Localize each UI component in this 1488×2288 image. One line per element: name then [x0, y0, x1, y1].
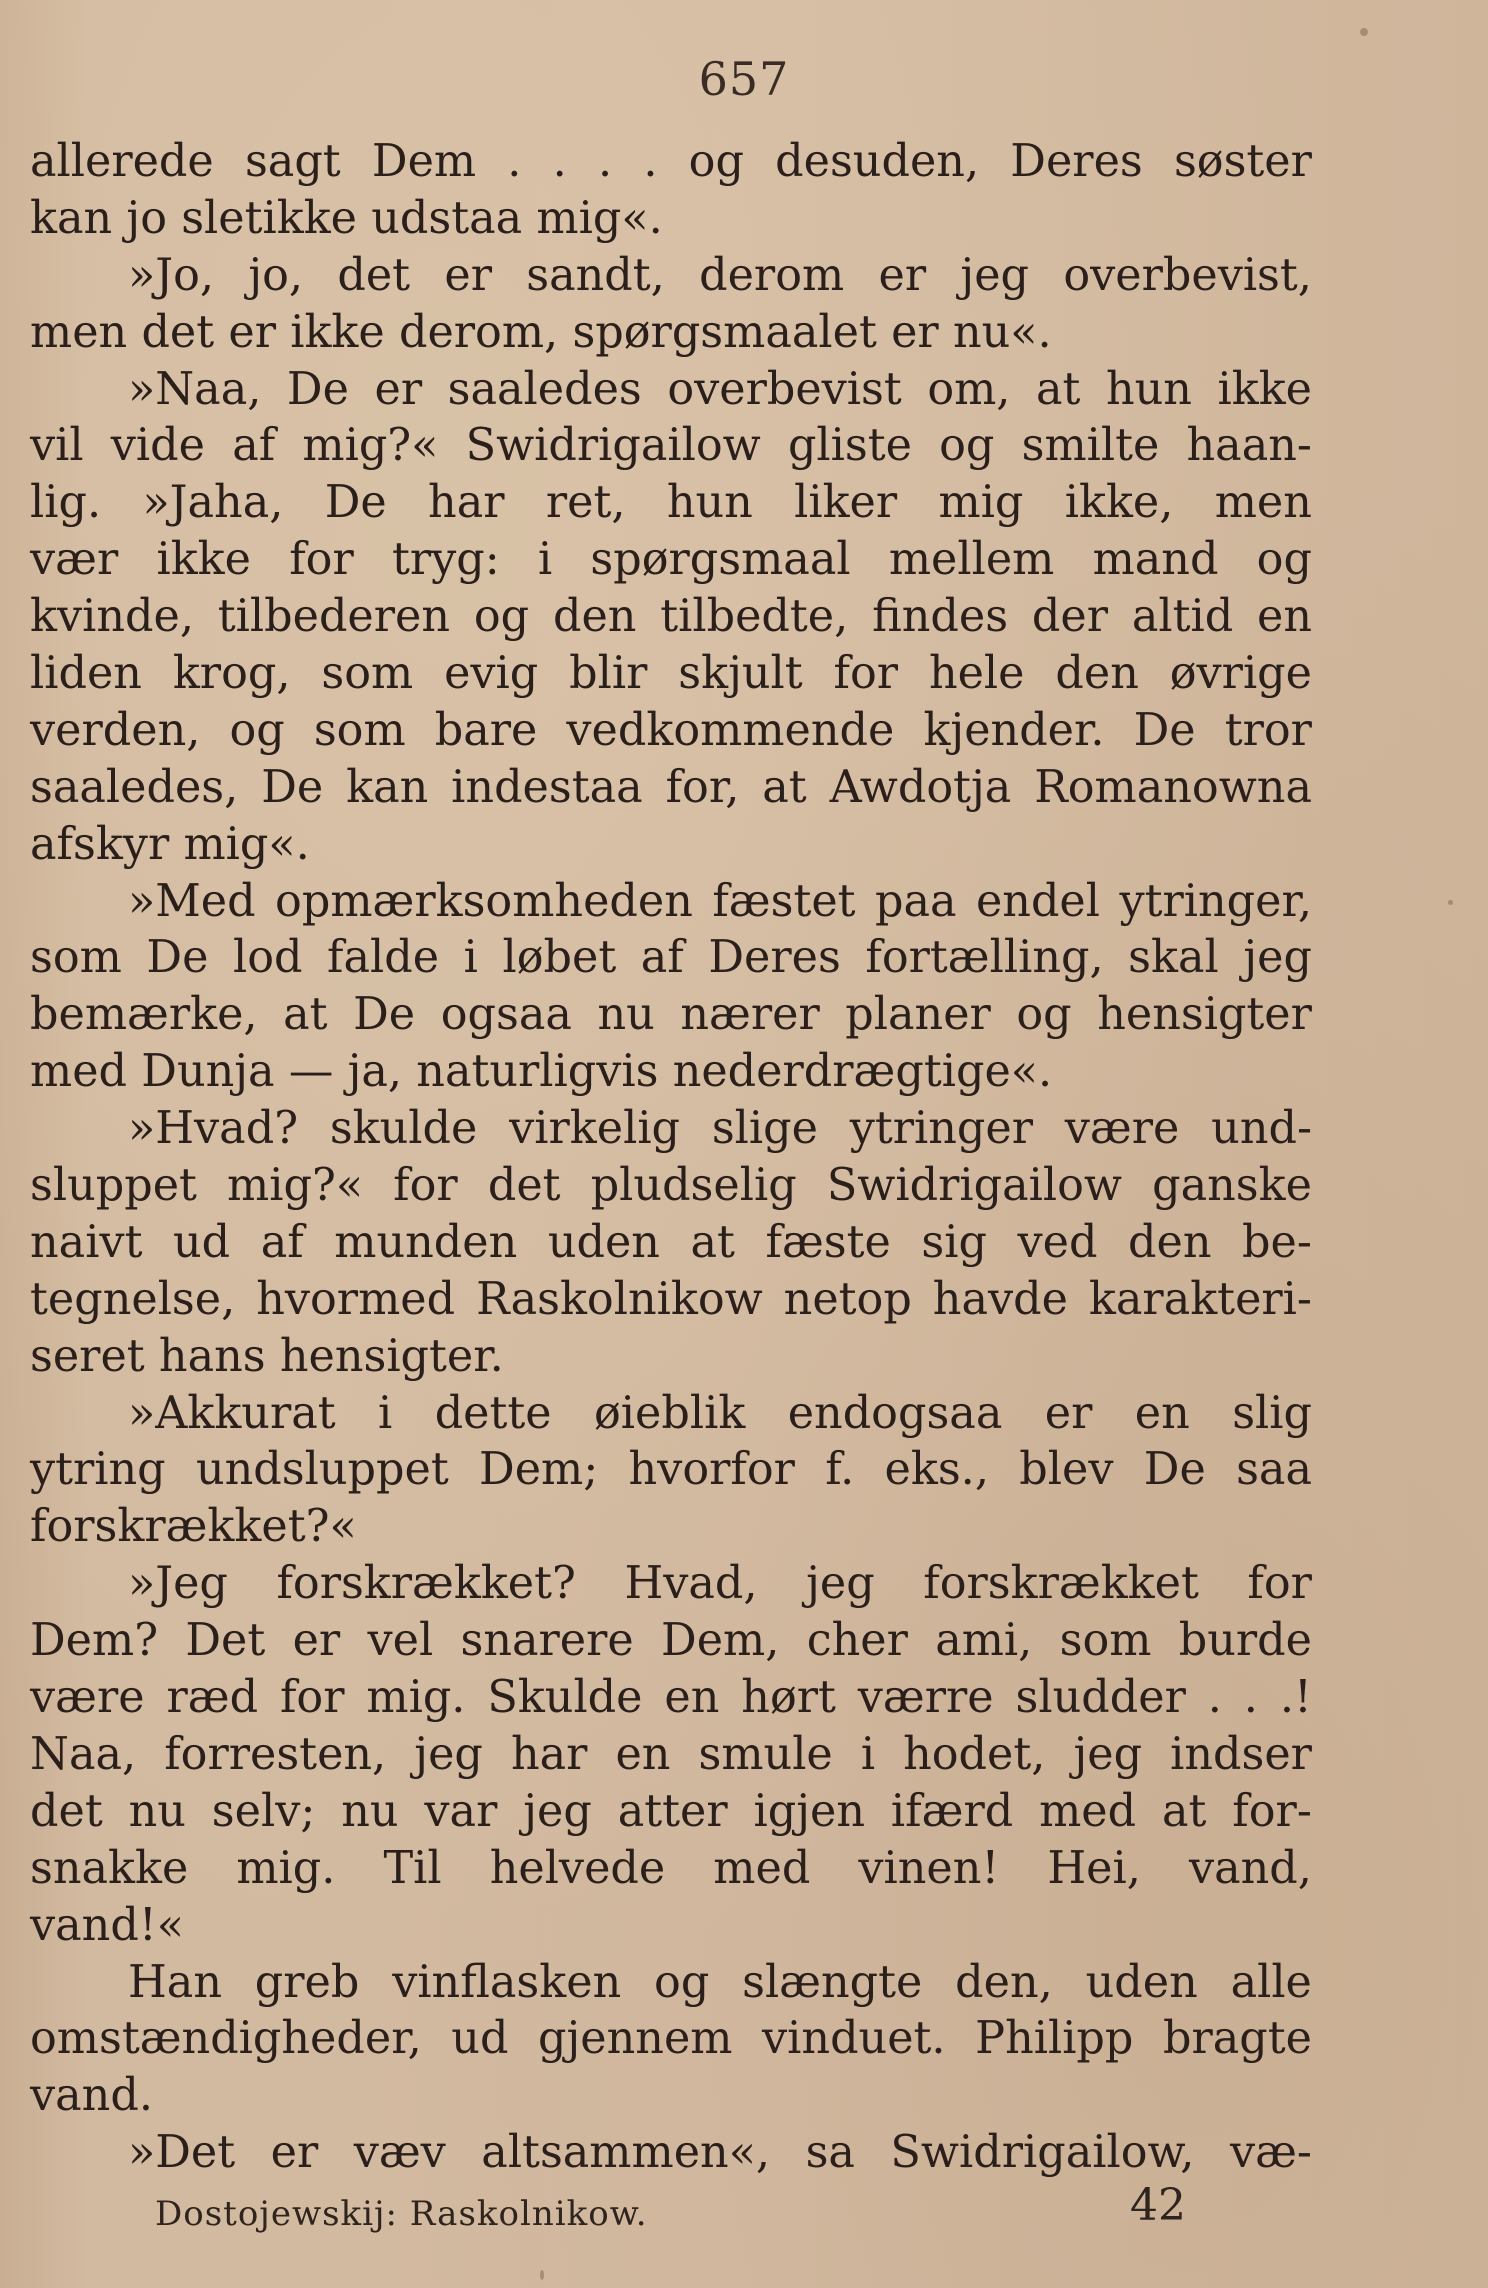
paper-spot: [1360, 28, 1368, 36]
text-line: ytring undsluppet Dem; hvorfor f. eks., blev De saa: [30, 1444, 1312, 1496]
text-line: liden krog, som evig blir skjult for hele den øvrige: [30, 648, 1312, 700]
signature-mark: 42: [1130, 2180, 1186, 2231]
paper-spot: [540, 2270, 544, 2280]
text-line: »Jo, jo, det er sandt, derom er jeg overbevist,: [128, 249, 1312, 301]
text-line: forskrækket?«: [30, 1501, 357, 1553]
text-line: naivt ud af munden uden at fæste sig ved den be-: [30, 1216, 1312, 1268]
text-line: saaledes, De kan indestaa for, at Awdotja Romanowna: [30, 761, 1312, 813]
text-line: snakke mig. Til helvede med vinen! Hei, vand,: [30, 1842, 1312, 1894]
text-line: »Hvad? skulde virkelig slige ytringer være und-: [128, 1103, 1312, 1155]
text-line: Dem? Det er vel snarere Dem, cher ami, som burde: [30, 1615, 1312, 1667]
paper-spot: [1448, 900, 1453, 905]
text-line: afskyr mig«.: [30, 818, 310, 870]
text-line: »Jeg forskrækket? Hvad, jeg forskrækket for: [128, 1558, 1312, 1610]
text-line: lig. »Jaha, De har ret, hun liker mig ikke, men: [30, 477, 1312, 529]
footer-title: Dostojewskij: Raskolnikow.: [155, 2194, 648, 2234]
text-line: »Med opmærksomheden fæstet paa endel ytringer,: [128, 875, 1312, 927]
text-line: Naa, forresten, jeg har en smule i hodet, jeg indser: [30, 1728, 1312, 1780]
text-line: men det er ikke derom, spørgsmaalet er nu«.: [30, 306, 1052, 358]
page-number: 657: [698, 52, 790, 106]
text-line: »Det er væv altsammen«, sa Swidrigailow, væ-: [128, 2127, 1312, 2179]
text-line: som De lod falde i løbet af Deres fortælling, skal jeg: [30, 932, 1312, 984]
text-line: være ræd for mig. Skulde en hørt værre sludder . . .!: [30, 1672, 1312, 1724]
text-line: vand.: [30, 2070, 153, 2122]
text-line: verden, og som bare vedkommende kjender. De tror: [30, 704, 1312, 756]
text-line: allerede sagt Dem . . . . og desuden, Deres søster: [30, 136, 1312, 187]
text-line: tegnelse, hvormed Raskolnikow netop havde karakteri-: [30, 1273, 1312, 1325]
body-text: [30, 134, 1312, 2182]
text-line: »Naa, De er saaledes overbevist om, at hun ikke: [128, 363, 1312, 415]
text-line: seret hans hensigter.: [30, 1330, 504, 1382]
text-line: kan jo sletikke udstaa mig«.: [30, 192, 663, 244]
text-line: Han greb vinflasken og slængte den, uden alle: [128, 1956, 1312, 2008]
page-footer: [0, 2180, 1488, 2240]
text-line: kvinde, tilbederen og den tilbedte, findes der altid en: [30, 591, 1312, 643]
text-line: vær ikke for tryg: i spørgsmaal mellem mand og: [30, 534, 1312, 586]
text-line: sluppet mig?« for det pludselig Swidrigailow ganske: [30, 1160, 1312, 1212]
text-line: vil vide af mig?« Swidrigailow gliste og smilte haan-: [30, 420, 1312, 472]
text-line: bemærke, at De ogsaa nu nærer planer og hensigter: [30, 989, 1312, 1041]
text-line: det nu selv; nu var jeg atter igjen ifærd med at for-: [30, 1785, 1312, 1837]
text-line: vand!«: [30, 1899, 184, 1951]
text-line: omstændigheder, ud gjennem vinduet. Philipp bragte: [30, 2013, 1312, 2065]
text-line: med Dunja — ja, naturligvis nederdrægtige«.: [30, 1046, 1053, 1098]
text-line: »Akkurat i dette øieblik endogsaa er en slig: [128, 1387, 1312, 1439]
